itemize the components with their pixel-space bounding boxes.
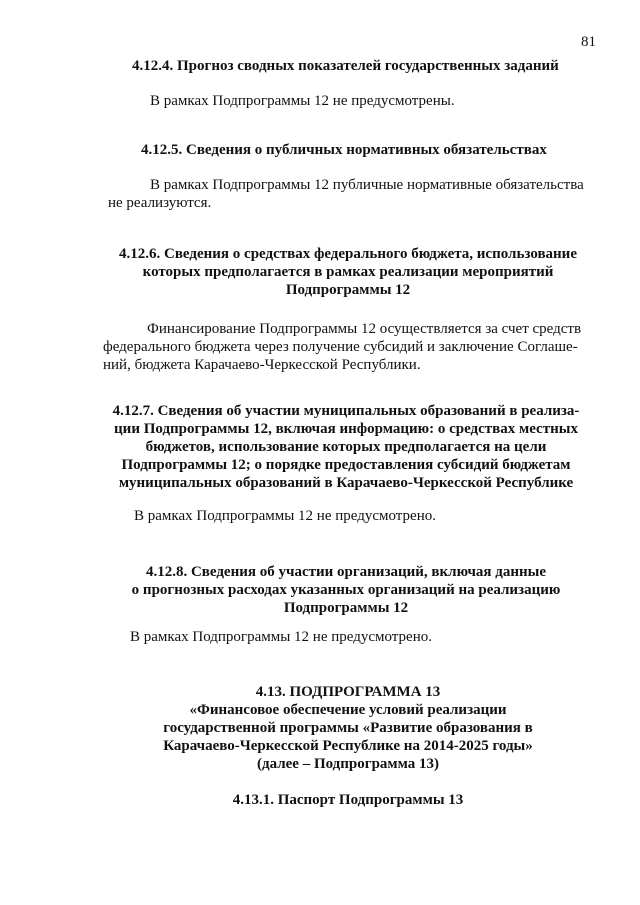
heading-line: о прогнозных расходах указанных организаций на реализацию (131, 582, 561, 598)
section-text-4-12-8 (130, 628, 432, 646)
section-text-4-12-6 (103, 320, 589, 374)
text-line: В рамках Подпрограммы 12 не предусмотрено. (130, 629, 432, 645)
text-line: федерального бюджета через получение субсидий и заключение Соглаше- (103, 339, 578, 355)
heading-line: 4.12.6. Сведения о средствах федерального бюджета, использование (119, 246, 577, 262)
section-text-4-12-4 (150, 92, 455, 110)
text-line: В рамках Подпрограммы 12 не предусмотрено. (134, 508, 436, 524)
section-heading-4-13-1 (204, 791, 492, 809)
text-line: В рамках Подпрограммы 12 публичные нормативные обязательства (150, 177, 584, 193)
heading-line: которых предполагается в рамках реализации мероприятий (142, 264, 554, 280)
heading-line: (далее – Подпрограмма 13) (257, 756, 439, 772)
section-heading-4-12-4 (132, 57, 559, 75)
heading-line: Подпрограммы 12 (285, 282, 411, 298)
section-heading-4-12-6 (110, 245, 586, 299)
heading-line: государственной программы «Развитие образования в (163, 720, 533, 736)
heading-line: 4.12.4. Прогноз сводных показателей государственных заданий (132, 58, 559, 74)
text-line: Финансирование Подпрограммы 12 осуществляется за счет средств (147, 321, 582, 337)
heading-line: бюджетов, использование которых предполагается на цели (145, 439, 547, 455)
heading-line: 4.12.7. Сведения об участии муниципальных образований в реализа- (112, 403, 580, 419)
page-number: 81 (581, 34, 596, 50)
section-heading-4-12-7 (102, 402, 590, 492)
text-line: не реализуются. (108, 195, 212, 211)
heading-line: Подпрограммы 12 (283, 600, 409, 616)
section-heading-4-13 (136, 683, 560, 773)
section-heading-4-12-5 (141, 141, 547, 159)
heading-line: 4.12.5. Сведения о публичных нормативных обязательствах (141, 142, 547, 158)
heading-line: 4.12.8. Сведения об участии организаций, включая данные (145, 564, 547, 580)
section-text-4-12-5 (108, 176, 588, 212)
text-line: ний, бюджета Карачаево-Черкесской Республики. (103, 357, 421, 373)
heading-line: ции Подпрограммы 12, включая информацию: о средствах местных (114, 421, 578, 437)
heading-line: Подпрограммы 12; о порядке предоставления субсидий бюджетам (121, 457, 571, 473)
text-line: В рамках Подпрограммы 12 не предусмотрены. (150, 93, 455, 109)
section-heading-4-12-8 (118, 563, 574, 617)
heading-line: муниципальных образований в Карачаево-Черкесской Республике (118, 475, 574, 491)
heading-line: 4.13.1. Паспорт Подпрограммы 13 (232, 792, 464, 808)
heading-line: 4.13. ПОДПРОГРАММА 13 (255, 684, 441, 700)
heading-line: Карачаево-Черкесской Республике на 2014-2025 годы» (163, 738, 533, 754)
heading-line: «Финансовое обеспечение условий реализации (189, 702, 507, 718)
section-text-4-12-7 (134, 507, 436, 525)
